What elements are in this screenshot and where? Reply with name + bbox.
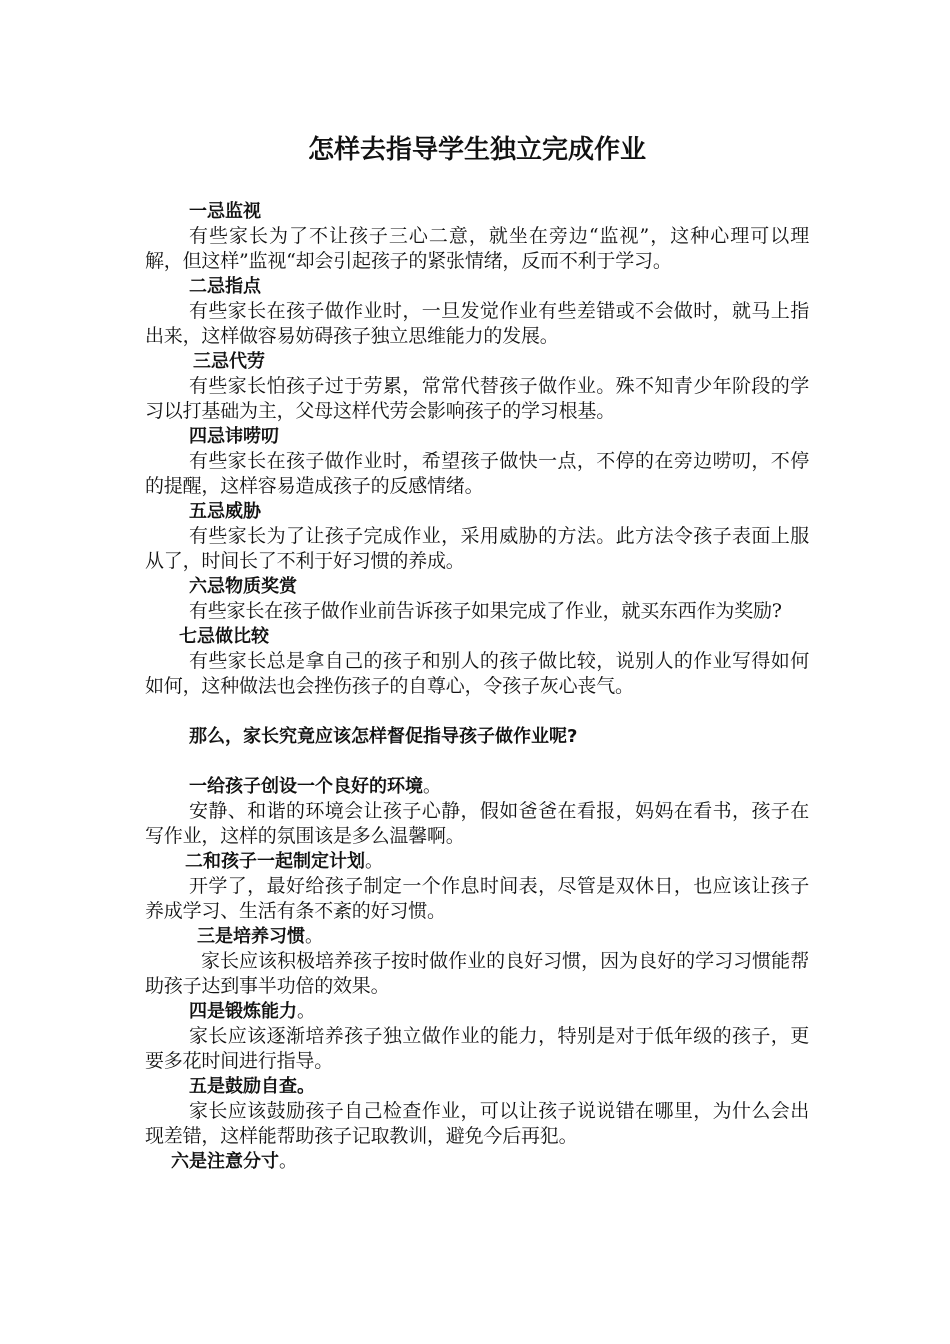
spacer: [145, 699, 809, 724]
tip-text-4: 家长应该逐渐培养孩子独立做作业的能力，特别是对于低年级的孩子，更要多花时间进行指导。: [145, 1025, 809, 1072]
tip-heading-3-label: 三是培养习惯: [197, 926, 305, 947]
taboo-heading-3: 三忌代劳: [193, 351, 265, 372]
spacer: [145, 749, 809, 774]
tip-heading-2-label: 二和孩子一起制定计划: [185, 851, 365, 872]
taboo-text-4: 有些家长在孩子做作业时，希望孩子做快一点，不停的在旁边唠叨，不停的提醒，这样容易造成孩子的反感情绪。: [145, 450, 809, 497]
taboo-heading-2: 二忌指点: [189, 276, 261, 297]
tip-text-3: 家长应该积极培养孩子按时做作业的良好习惯，因为良好的学习习惯能帮助孩子达到事半功倍的效果。: [145, 950, 809, 997]
taboo-text-1: 有些家长为了不让孩子三心二意，就坐在旁边“监视”，这种心理可以理解，但这样”监视“却会引起孩子的紧张情绪，反而不利于学习。: [145, 225, 809, 272]
taboo-text-3: 有些家长怕孩子过于劳累，常常代替孩子做作业。殊不知青少年阶段的学习以打基础为主，父母这样代劳会影响孩子的学习根基。: [145, 375, 809, 422]
tip-heading-2: [145, 849, 809, 874]
taboo-heading-6: 六忌物质奖赏: [189, 576, 297, 597]
tip-heading-3-tail: 。: [305, 926, 323, 947]
tip-heading-4-label: 四是锻炼能力: [189, 1001, 297, 1022]
tip-heading-4-tail: 。: [297, 1001, 315, 1022]
tip-heading-5: [145, 1074, 809, 1099]
tip-heading-6-label: 六是注意分寸: [171, 1151, 279, 1172]
page-title: 怎样去指导学生独立完成作业: [307, 135, 646, 165]
tip-heading-5-label: 五是鼓励自查。: [189, 1076, 315, 1097]
taboo-heading-1: 一忌监视: [189, 201, 261, 222]
tip-heading-1-tail: 。: [423, 776, 441, 797]
taboo-text-5: 有些家长为了让孩子完成作业，采用威胁的方法。此方法令孩子表面上服从了，时间长了不利于好习惯的养成。: [145, 525, 809, 572]
tip-text-1: 安静、和谐的环境会让孩子心静，假如爸爸在看报，妈妈在看书，孩子在写作业，这样的氛围该是多么温馨啊。: [145, 800, 809, 847]
tip-heading-4: [145, 999, 809, 1024]
tips-section: [145, 774, 809, 1174]
tip-heading-1-label: 一给孩子创设一个良好的环境: [189, 776, 423, 797]
taboo-text-7: 有些家长总是拿自己的孩子和别人的孩子做比较，说别人的作业写得如何如何，这种做法也会挫伤孩子的自尊心，令孩子灰心丧气。: [145, 650, 809, 697]
taboo-heading-4: 四忌讳唠叨: [189, 426, 279, 447]
taboo-text-6: 有些家长在孩子做作业前告诉孩子如果完成了作业，就买东西作为奖励?: [189, 600, 782, 622]
tip-heading-1: [145, 774, 809, 799]
tip-text-5: 家长应该鼓励孩子自己检查作业，可以让孩子说说错在哪里，为什么会出现差错，这样能帮助孩子记取教训，避免今后再犯。: [145, 1100, 809, 1147]
tip-text-2: 开学了，最好给孩子制定一个作息时间表，尽管是双休日，也应该让孩子养成学习、生活有条不紊的好习惯。: [145, 875, 809, 922]
tip-heading-6-tail: 。: [279, 1151, 297, 1172]
taboo-heading-5: 五忌威胁: [189, 501, 261, 522]
tip-heading-2-tail: 。: [365, 851, 383, 872]
document-body: [145, 199, 809, 1174]
taboo-text-2: 有些家长在孩子做作业时，一旦发觉作业有些差错或不会做时，就马上指出来，这样做容易妨碍孩子独立思维能力的发展。: [145, 300, 809, 347]
taboos-section: [145, 199, 809, 699]
taboo-heading-7: 七忌做比较: [179, 626, 269, 647]
tip-heading-3: [145, 924, 809, 949]
section-question: 那么，家长究竟应该怎样督促指导孩子做作业呢?: [189, 726, 578, 747]
tip-heading-6: [145, 1149, 809, 1174]
